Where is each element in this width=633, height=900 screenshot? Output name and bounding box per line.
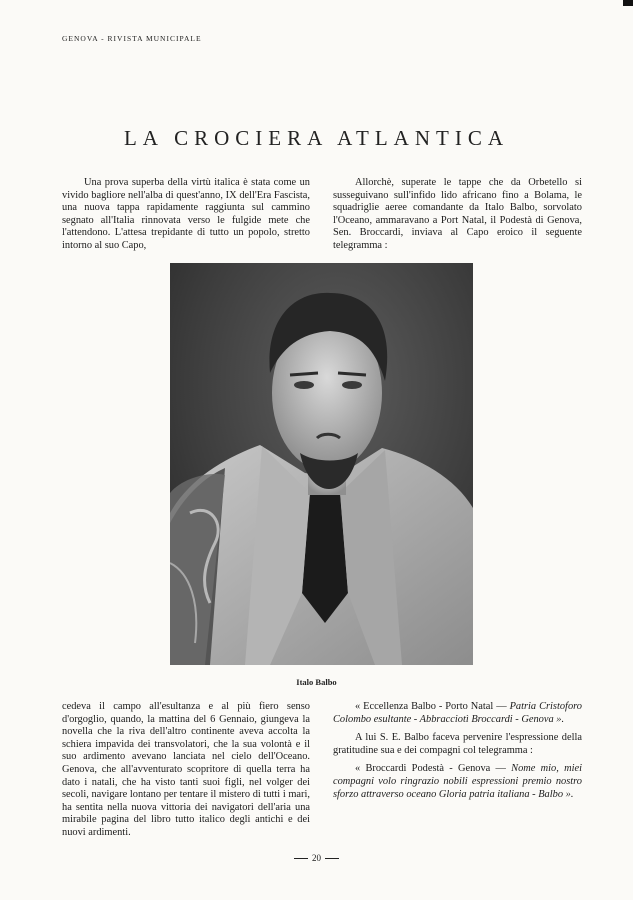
portrait-photo <box>170 263 473 665</box>
page-number-value: 20 <box>312 853 321 863</box>
telegram-1-address: « Eccellenza Balbo - Porto Natal — <box>355 701 510 712</box>
running-header: GENOVA - RIVISTA MUNICIPALE <box>62 34 202 43</box>
photo-caption: Italo Balbo <box>296 677 337 687</box>
page-edge-mark <box>623 0 633 6</box>
body-column-right <box>333 701 582 807</box>
article-title: LA CROCIERA ATLANTICA <box>123 126 509 150</box>
intro-paragraph-right: Allorchè, superate le tappe che da Orbetello si susseguivano sull'infido lido africano fino a Bolama, le squadriglie aeree comandante da Italo Balbo, sorvolato l'Oceano, ammaravano a Port Natal, il Podestà di Genova, Sen. Broccardi, inviava al Capo eroico il seguente telegramma : <box>333 177 582 251</box>
intro-column-right <box>333 177 582 253</box>
intro-paragraph-left: Una prova superba della virtù italica è stata come un vivido bagliore nell'alba di quest'anno, IX dell'Era Fascista, una nuova tappa rapidamente raggiunta sul cammino segnato all'Italia rinnovata verso le fulgide mete che l'attendono. L'attesa trepidante di tutto un popolo, stretto intorno al suo Capo, <box>62 177 310 251</box>
telegram-2-message: Nome mio, miei compagni volo ringrazio nobili espressioni premio nostro sforzo attraverso oceano Gloria patria italiana - Balbo ». <box>333 763 582 800</box>
body-paragraph-left: cedeva il campo all'esultanza e al più fiero senso d'orgoglio, quando, la mattina del 6 Gennaio, giungeva la novella che la riva dell'altro continente aveva accolta la schiera impavida dei transvolatori, che la sua volontà e il suo ardimento avevano lanciata nel cielo dell'Oceano. Genova, che all'avventurato scopritore di quella terra ha dato i natali, che ha visto tanti suoi figli, nel volger dei secoli, navigare lontano per tentare il mistero di tutti i mari, ha sentita nella nuova vittoria dei navigatori dell'aria una mirabile pagina del libro tutto italico degli antichi e dei nuovi ardimenti. <box>62 701 310 838</box>
telegram-1-message: Patria Cristoforo Colombo esultante - Abbracciotì Broccardi - Genova ». <box>333 701 582 725</box>
telegram-2 <box>333 763 582 801</box>
reply-paragraph: A lui S. E. Balbo faceva pervenire l'espressione della gratitudine sua e dei compagni col telegramma : <box>333 732 582 756</box>
intro-column-left <box>62 177 310 253</box>
page-number <box>0 853 633 863</box>
telegram-1 <box>333 701 582 726</box>
telegram-2-address: « Broccardi Podestà - Genova — <box>355 763 512 775</box>
body-column-left <box>62 701 310 840</box>
